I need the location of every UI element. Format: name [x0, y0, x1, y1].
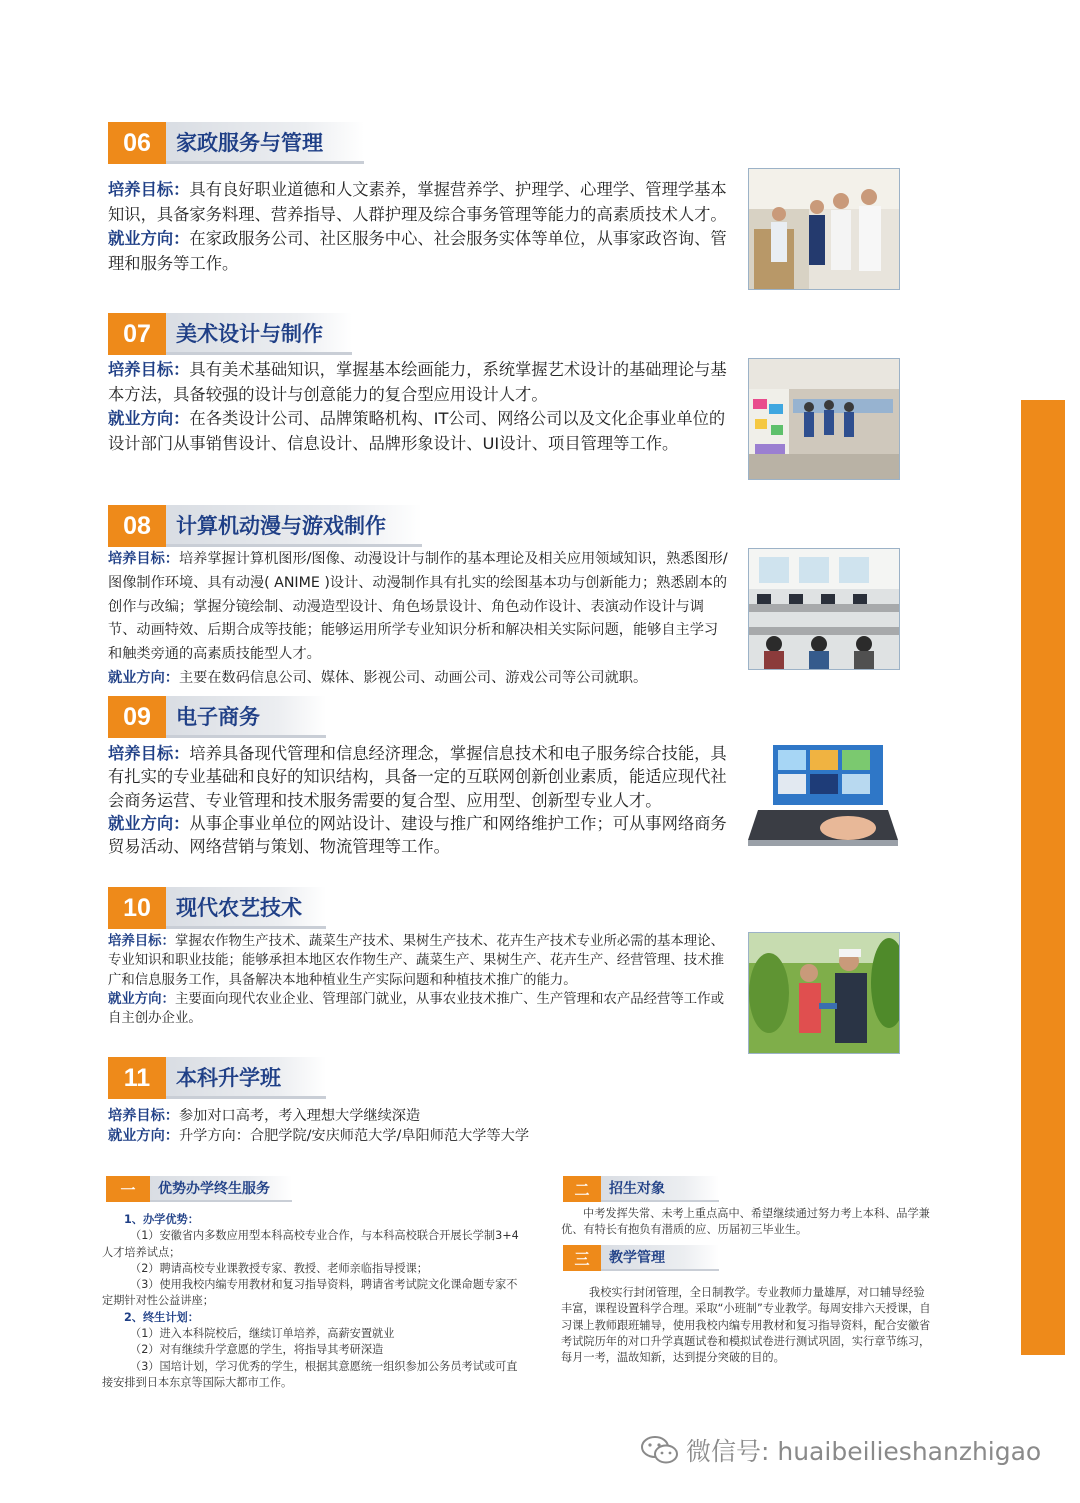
advantages-item: （3）国培计划，学习优秀的学生，根据其意愿统一组织参加公务员考试或可直接安排到日本东京等国际大都市工作。: [102, 1359, 518, 1389]
section-08-body: [108, 548, 728, 691]
laptop-ecommerce-photo: [748, 740, 898, 858]
section-11-body: [108, 1106, 728, 1146]
advantages-sub2: 2、终生计划：: [124, 1310, 199, 1324]
section-number: 07: [108, 313, 166, 355]
computer-lab-photo: [748, 548, 900, 670]
wechat-watermark: [640, 1432, 1041, 1468]
goal-text: 具有良好职业道德和人文素养，掌握营养学、护理学、心理学、管理学基本知识，具备家务料理、营养指导、人群护理及综合事务管理等能力的高素质技术人才。: [108, 180, 727, 224]
job-label: 就业方向：: [108, 409, 190, 428]
job-label: 就业方向：: [108, 229, 190, 248]
section-10-header: [108, 887, 326, 929]
section-11-header: [108, 1057, 326, 1099]
section-number: 09: [108, 696, 166, 738]
section-07-body: [108, 358, 728, 456]
goal-label: 培养目标：: [108, 744, 190, 763]
section-title: 家政服务与管理: [166, 122, 364, 164]
section-10-body: [108, 932, 728, 1028]
goal-label: 培养目标：: [108, 934, 175, 949]
section-title: 电子商务: [166, 696, 326, 738]
management-header: [563, 1245, 719, 1271]
advantages-item: （1）安徽省内多数应用型本科高校专业合作，与本科高校联合开展长学制3+4人才培养试点；: [102, 1229, 519, 1259]
advantages-sub1: 1、办学优势：: [124, 1213, 199, 1226]
section-title: 现代农艺技术: [166, 887, 326, 929]
people-visit-photo: [748, 168, 900, 290]
goal-text: 参加对口高考，考入理想大学继续深造: [178, 1108, 421, 1124]
goal-text: 具有美术基础知识，掌握基本绘画能力，系统掌握艺术设计的基础理论与基本方法，具备较强的设计与创意能力的复合型应用设计人才。: [108, 360, 727, 404]
section-09-header: [108, 696, 326, 738]
job-text: 主要面向现代农业企业、管理部门就业，从事农业技术推广、生产管理和农产品经营等工作或自主创办企业。: [108, 991, 724, 1027]
advantages-title: 优势办学终生服务: [150, 1176, 292, 1202]
section-title: 本科升学班: [166, 1057, 326, 1099]
recruit-header: [563, 1176, 719, 1202]
goal-text: 掌握农作物生产技术、蔬菜生产技术、果树生产技术、花卉生产技术专业所必需的基本理论、专业知识和职业技能；能够承担本地区农作物生产、蔬菜生产、果树生产、花卉生产、经营管理、技术推广和信息服务工作，具备解决本地种植业生产实际问题和种植技术推广的能力。: [108, 934, 724, 988]
advantages-number: 一: [106, 1176, 150, 1202]
section-09-body: [108, 742, 728, 858]
goal-text: 培养掌握计算机图形/图像、动漫设计与制作的基本理论及相关应用领域知识，熟悉图形/图像制作环境、具有动漫( ANIME )设计、动漫制作具有扎实的绘图基本功与创新能力；熟悉剧本的创作与改编；掌握分镜绘制、动漫造型设计、角色场景设计、角色动作设计、表演动作设计与调节、动画特效、后期合成等技能；能够运用所学专业知识分析和解决相关实际问题，能够自主学习和触类旁通的高素质技能型人才。: [108, 551, 728, 663]
section-08-header: [108, 505, 422, 547]
advantages-header: [106, 1176, 292, 1202]
management-title: 教学管理: [601, 1245, 719, 1271]
advantages-item: （1）进入本科院校后，继续订单培养，高薪安置就业: [130, 1327, 395, 1341]
side-accent-bar: [1021, 400, 1065, 1355]
goal-label: 培养目标：: [108, 1108, 179, 1124]
section-title: 计算机动漫与游戏制作: [166, 505, 422, 547]
section-number: 08: [108, 505, 166, 547]
job-text: 在家政服务公司、社区服务中心、社会服务实体等单位，从事家政咨询、管理和服务等工作。: [108, 229, 727, 273]
advantages-item: （3）使用我校内编专用教材和复习指导资料，聘请省考试院文化课命题专家不定期针对性公益讲座；: [102, 1278, 518, 1308]
job-text: 主要在数码信息公司、媒体、影视公司、动画公司、游戏公司等公司就职。: [178, 669, 648, 686]
advantages-body: [102, 1212, 526, 1391]
greenhouse-photo: [748, 932, 900, 1054]
section-number: 11: [108, 1057, 166, 1099]
job-label: 就业方向：: [108, 813, 190, 833]
job-label: 就业方向：: [108, 991, 175, 1007]
recruit-text: 中考发挥失常、未考上重点高中、希望继续通过努力考上本科、品学兼优、有特长有抱负有潜质的应、历届初三毕业生。: [561, 1207, 930, 1237]
goal-label: 培养目标：: [108, 360, 190, 379]
advantages-item: （2）聘请高校专业课教授专家、教授、老师亲临指导授课；: [130, 1261, 428, 1275]
goal-label: 培养目标：: [108, 551, 179, 567]
advantages-item: （2）对有继续升学意愿的学生，将指导其考研深造: [130, 1343, 384, 1357]
management-number: 三: [563, 1245, 601, 1271]
management-text: 我校实行封闭管理，全日制教学。专业教师力量雄厚，对口辅导经验丰富，课程设置科学合理。采取“小班制”专业教学。每周安排六天授课，自习课上教师跟班辅导，使用我校内编专用教材和复习指导资料，配合安徽省考试院历年的对口升学真题试卷和模拟试卷进行测试巩固，实行章节练习，每月一考，温故知新，达到提分突破的目的。: [561, 1286, 931, 1365]
section-07-header: [108, 313, 352, 355]
wechat-icon: [640, 1434, 680, 1466]
job-text: 从事企事业单位的网站设计、建设与推广和网络维护工作；可从事网络商务贸易活动、网络营销与策划、物流管理等工作。: [108, 813, 727, 857]
job-label: 就业方向：: [108, 1128, 179, 1144]
section-title: 美术设计与制作: [166, 313, 352, 355]
recruit-number: 二: [563, 1176, 601, 1202]
job-text: 在各类设计公司、品牌策略机构、IT公司、网络公司以及文化企事业单位的设计部门从事销售设计、信息设计、品牌形象设计、UI设计、项目管理等工作。: [108, 409, 726, 453]
section-06-body: [108, 178, 728, 276]
section-number: 06: [108, 122, 166, 164]
watermark-text: 微信号: huaibeilieshanzhigao: [686, 1437, 1042, 1466]
art-exhibition-photo: [748, 358, 900, 480]
goal-label: 培养目标：: [108, 180, 190, 199]
job-text: 升学方向：合肥学院/安庆师范大学/阜阳师范大学等大学: [178, 1128, 530, 1144]
job-label: 就业方向：: [108, 669, 179, 686]
section-number: 10: [108, 887, 166, 929]
recruit-title: 招生对象: [601, 1176, 719, 1202]
goal-text: 培养具备现代管理和信息经济理念，掌握信息技术和电子服务综合技能，具有扎实的专业基础和良好的知识结构，具备一定的互联网创新创业素质，能适应现代社会商务运营、专业管理和技术服务需要的复合型、应用型、创新型专业人才。: [108, 744, 727, 810]
section-06-header: [108, 122, 364, 164]
